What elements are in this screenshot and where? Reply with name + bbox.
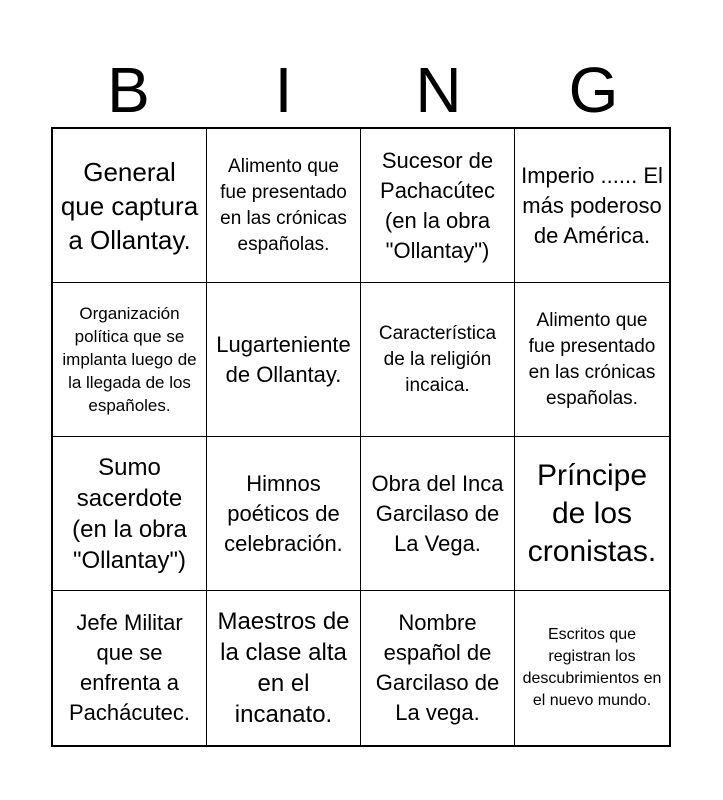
bingo-cell-text: Sumo sacerdote (en la obra "Ollantay") bbox=[72, 453, 187, 574]
bingo-cell-r4c2[interactable] bbox=[207, 591, 361, 745]
bingo-cell-r1c1[interactable] bbox=[53, 129, 207, 283]
bingo-cell-text: Organización política que se implanta luego de la llegada de los españoles. bbox=[62, 304, 197, 415]
bingo-cell-text: Sucesor de Pachacútec (en la obra "Ollantay") bbox=[380, 147, 495, 263]
bingo-cell-r1c3[interactable] bbox=[361, 129, 515, 283]
bingo-cell-r1c2[interactable] bbox=[207, 129, 361, 283]
bingo-cell-text: Príncipe de los cronistas. bbox=[527, 458, 657, 568]
bingo-card-grid bbox=[51, 127, 671, 747]
header-letter-g: G bbox=[568, 54, 619, 126]
bingo-cell-text: Obra del Inca Garcilaso de La Vega. bbox=[371, 470, 504, 556]
bingo-cell-text: Lugarteniente de Ollantay. bbox=[216, 331, 351, 387]
bingo-header bbox=[51, 52, 671, 128]
header-letter-b: B bbox=[107, 54, 150, 126]
bingo-cell-text: Alimento que fue presentado en las crónicas españolas. bbox=[220, 155, 347, 255]
bingo-cell-r2c2[interactable] bbox=[207, 283, 361, 437]
bingo-cell-r4c4[interactable] bbox=[515, 591, 669, 745]
bingo-cell-r4c3[interactable] bbox=[361, 591, 515, 745]
bingo-cell-r3c1[interactable] bbox=[53, 437, 207, 591]
header-letter-i: I bbox=[274, 54, 293, 126]
bingo-cell-text: Maestros de la clase alta en el incanato. bbox=[217, 608, 350, 728]
bingo-cell-r4c1[interactable] bbox=[53, 591, 207, 745]
bingo-cell-r2c3[interactable] bbox=[361, 283, 515, 437]
bingo-cell-text: Himnos poéticos de celebración. bbox=[224, 470, 343, 556]
bingo-cell-text: Imperio ...... El más poderoso de América. bbox=[521, 162, 663, 248]
bingo-cell-r2c1[interactable] bbox=[53, 283, 207, 437]
bingo-cell-text: Alimento que fue presentado en las crónicas españolas. bbox=[528, 309, 656, 409]
bingo-cell-text: Característica de la religión incaica. bbox=[378, 322, 497, 396]
header-letter-n: N bbox=[415, 54, 462, 126]
bingo-cell-r3c2[interactable] bbox=[207, 437, 361, 591]
bingo-cell-text: Escritos que registran los descubrimientos en el nuevo mundo. bbox=[522, 626, 662, 709]
bingo-cell-text: General que captura a Ollantay. bbox=[60, 156, 199, 255]
bingo-cell-text: Nombre español de Garcilaso de La vega. bbox=[375, 610, 500, 725]
bingo-cell-r3c4[interactable] bbox=[515, 437, 669, 591]
bingo-cell-r3c3[interactable] bbox=[361, 437, 515, 591]
bingo-cell-text: Jefe Militar que se enfrenta a Pachácutec. bbox=[68, 610, 191, 725]
bingo-cell-r2c4[interactable] bbox=[515, 283, 669, 437]
bingo-cell-r1c4[interactable] bbox=[515, 129, 669, 283]
